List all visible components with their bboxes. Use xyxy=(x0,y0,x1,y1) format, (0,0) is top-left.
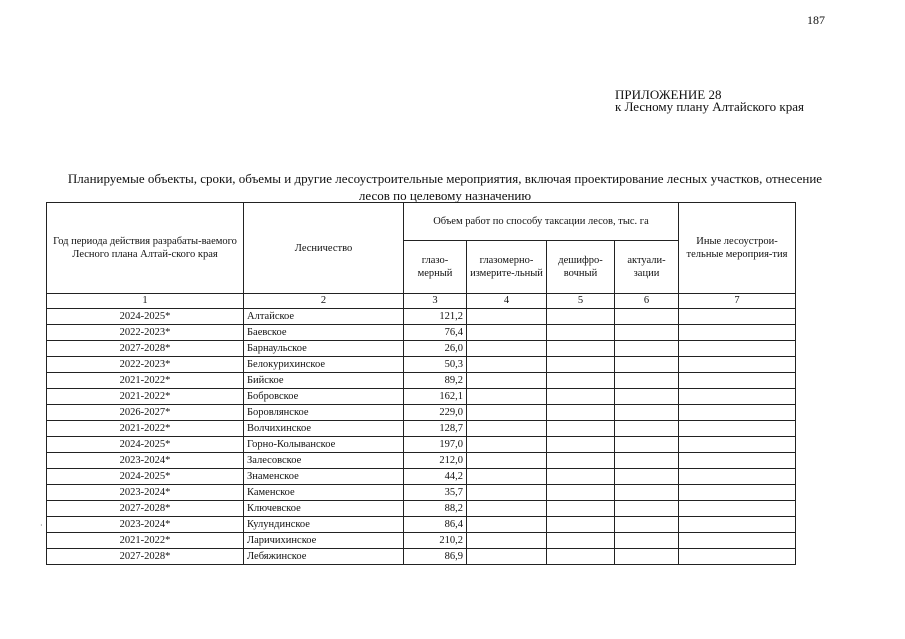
cell-other-measures xyxy=(679,501,796,517)
header-visual-measuring: глазомерно-измерите-льный xyxy=(467,241,547,294)
cell-update xyxy=(615,325,679,341)
cell-other-measures xyxy=(679,533,796,549)
cell-other-measures xyxy=(679,469,796,485)
cell-forestry: Волчихинское xyxy=(244,421,404,437)
cell-decoding xyxy=(547,373,615,389)
cell-forestry: Лебяжинское xyxy=(244,549,404,565)
cell-visual-measuring xyxy=(467,453,547,469)
cell-visual: 212,0 xyxy=(404,453,467,469)
cell-decoding xyxy=(547,421,615,437)
cell-decoding xyxy=(547,549,615,565)
cell-visual-measuring xyxy=(467,325,547,341)
table-row xyxy=(47,325,796,341)
cell-period: 2026-2027* xyxy=(47,405,244,421)
table-row xyxy=(47,469,796,485)
cell-other-measures xyxy=(679,437,796,453)
cell-update xyxy=(615,357,679,373)
header-decoding: дешифро-вочный xyxy=(547,241,615,294)
cell-visual-measuring xyxy=(467,437,547,453)
cell-visual-measuring xyxy=(467,517,547,533)
page-number: 187 xyxy=(807,13,825,27)
cell-other-measures xyxy=(679,373,796,389)
cell-period: 2023-2024* xyxy=(47,453,244,469)
cell-visual: 50,3 xyxy=(404,357,467,373)
table-row xyxy=(47,405,796,421)
cell-other-measures xyxy=(679,357,796,373)
table-row xyxy=(47,549,796,565)
cell-decoding xyxy=(547,501,615,517)
cell-decoding xyxy=(547,453,615,469)
cell-decoding xyxy=(547,405,615,421)
table-row xyxy=(47,309,796,325)
cell-visual: 121,2 xyxy=(404,309,467,325)
cell-visual-measuring xyxy=(467,485,547,501)
cell-visual-measuring xyxy=(467,389,547,405)
table-row xyxy=(47,357,796,373)
cell-visual: 210,2 xyxy=(404,533,467,549)
cell-update xyxy=(615,437,679,453)
column-numbers-row xyxy=(47,294,796,309)
forest-works-table xyxy=(46,202,796,565)
table-row xyxy=(47,501,796,517)
column-number: 7 xyxy=(679,294,796,309)
cell-forestry: Барнаульское xyxy=(244,341,404,357)
cell-forestry: Ларичихинское xyxy=(244,533,404,549)
cell-update xyxy=(615,485,679,501)
cell-visual-measuring xyxy=(467,309,547,325)
cell-period: 2021-2022* xyxy=(47,389,244,405)
table-row xyxy=(47,373,796,389)
cell-visual-measuring xyxy=(467,549,547,565)
cell-period: 2027-2028* xyxy=(47,549,244,565)
table-row xyxy=(47,437,796,453)
cell-forestry: Бобровское xyxy=(244,389,404,405)
cell-forestry: Алтайское xyxy=(244,309,404,325)
cell-visual: 26,0 xyxy=(404,341,467,357)
column-number: 1 xyxy=(47,294,244,309)
cell-update xyxy=(615,549,679,565)
cell-visual-measuring xyxy=(467,357,547,373)
cell-visual: 76,4 xyxy=(404,325,467,341)
cell-period: 2022-2023* xyxy=(47,325,244,341)
cell-other-measures xyxy=(679,309,796,325)
cell-other-measures xyxy=(679,341,796,357)
column-number: 4 xyxy=(467,294,547,309)
header-forestry: Лесничество xyxy=(244,203,404,294)
table-row xyxy=(47,533,796,549)
cell-decoding xyxy=(547,517,615,533)
cell-visual-measuring xyxy=(467,533,547,549)
document-title: Планируемые объекты, сроки, объемы и другие лесоустроительные мероприятия, включая проектирование лесных участков, отнесение лесов по целевому назначению xyxy=(67,171,823,203)
cell-decoding xyxy=(547,325,615,341)
cell-forestry: Боровлянское xyxy=(244,405,404,421)
cell-forestry: Баевское xyxy=(244,325,404,341)
column-number: 3 xyxy=(404,294,467,309)
cell-decoding xyxy=(547,485,615,501)
cell-forestry: Белокурихинское xyxy=(244,357,404,373)
cell-period: 2023-2024* xyxy=(47,485,244,501)
table-row xyxy=(47,341,796,357)
cell-visual-measuring xyxy=(467,469,547,485)
cell-forestry: Бийское xyxy=(244,373,404,389)
table-row xyxy=(47,517,796,533)
cell-decoding xyxy=(547,389,615,405)
cell-visual: 35,7 xyxy=(404,485,467,501)
cell-decoding xyxy=(547,341,615,357)
cell-other-measures xyxy=(679,549,796,565)
cell-forestry: Ключевское xyxy=(244,501,404,517)
cell-update xyxy=(615,517,679,533)
table-body xyxy=(47,309,796,565)
cell-forestry: Знаменское xyxy=(244,469,404,485)
cell-visual: 86,4 xyxy=(404,517,467,533)
appendix-subtitle: к Лесному плану Алтайского края xyxy=(615,99,804,114)
cell-update xyxy=(615,533,679,549)
cell-decoding xyxy=(547,469,615,485)
cell-visual-measuring xyxy=(467,341,547,357)
column-number: 6 xyxy=(615,294,679,309)
cell-update xyxy=(615,309,679,325)
cell-visual-measuring xyxy=(467,373,547,389)
cell-visual-measuring xyxy=(467,421,547,437)
cell-visual-measuring xyxy=(467,405,547,421)
appendix-note xyxy=(615,89,804,113)
appendix-title: ПРИЛОЖЕНИЕ 28 xyxy=(615,87,722,102)
cell-update xyxy=(615,501,679,517)
cell-forestry: Каменское xyxy=(244,485,404,501)
cell-other-measures xyxy=(679,389,796,405)
cell-period: 2022-2023* xyxy=(47,357,244,373)
cell-period: 2021-2022* xyxy=(47,533,244,549)
cell-decoding xyxy=(547,533,615,549)
cell-period: 2023-2024* xyxy=(47,517,244,533)
cell-visual-measuring xyxy=(467,501,547,517)
cell-decoding xyxy=(547,309,615,325)
cell-period: 2021-2022* xyxy=(47,373,244,389)
cell-decoding xyxy=(547,437,615,453)
table-row xyxy=(47,453,796,469)
header-other-measures: Иные лесоустрои-тельные мероприя-тия xyxy=(679,203,796,294)
cell-other-measures xyxy=(679,421,796,437)
table-row xyxy=(47,485,796,501)
cell-visual: 89,2 xyxy=(404,373,467,389)
cell-update xyxy=(615,405,679,421)
cell-period: 2024-2025* xyxy=(47,437,244,453)
cell-update xyxy=(615,469,679,485)
cell-period: 2027-2028* xyxy=(47,341,244,357)
cell-update xyxy=(615,453,679,469)
column-number: 2 xyxy=(244,294,404,309)
cell-other-measures xyxy=(679,405,796,421)
cell-visual: 128,7 xyxy=(404,421,467,437)
header-volume: Объем работ по способу таксации лесов, тыс. га xyxy=(404,203,679,241)
cell-period: 2027-2028* xyxy=(47,501,244,517)
cell-other-measures xyxy=(679,453,796,469)
table-row xyxy=(47,389,796,405)
cell-forestry: Кулундинское xyxy=(244,517,404,533)
cell-visual: 229,0 xyxy=(404,405,467,421)
cell-update xyxy=(615,421,679,437)
cell-other-measures xyxy=(679,485,796,501)
cell-period: 2024-2025* xyxy=(47,309,244,325)
column-number: 5 xyxy=(547,294,615,309)
cell-update xyxy=(615,341,679,357)
cell-visual: 162,1 xyxy=(404,389,467,405)
cell-visual: 197,0 xyxy=(404,437,467,453)
header-visual: глазо-мерный xyxy=(404,241,467,294)
header-period: Год периода действия разрабаты-ваемого Лесного плана Алтай-ского края xyxy=(47,203,244,294)
cell-forestry: Горно-Колыванское xyxy=(244,437,404,453)
cell-visual: 88,2 xyxy=(404,501,467,517)
table-row xyxy=(47,421,796,437)
cell-visual: 86,9 xyxy=(404,549,467,565)
cell-visual: 44,2 xyxy=(404,469,467,485)
cell-period: 2021-2022* xyxy=(47,421,244,437)
cell-period: 2024-2025* xyxy=(47,469,244,485)
cell-update xyxy=(615,373,679,389)
cell-other-measures xyxy=(679,325,796,341)
cell-other-measures xyxy=(679,517,796,533)
header-update: актуали-зации xyxy=(615,241,679,294)
margin-mark: · xyxy=(40,521,43,530)
cell-decoding xyxy=(547,357,615,373)
cell-forestry: Залесовское xyxy=(244,453,404,469)
cell-update xyxy=(615,389,679,405)
